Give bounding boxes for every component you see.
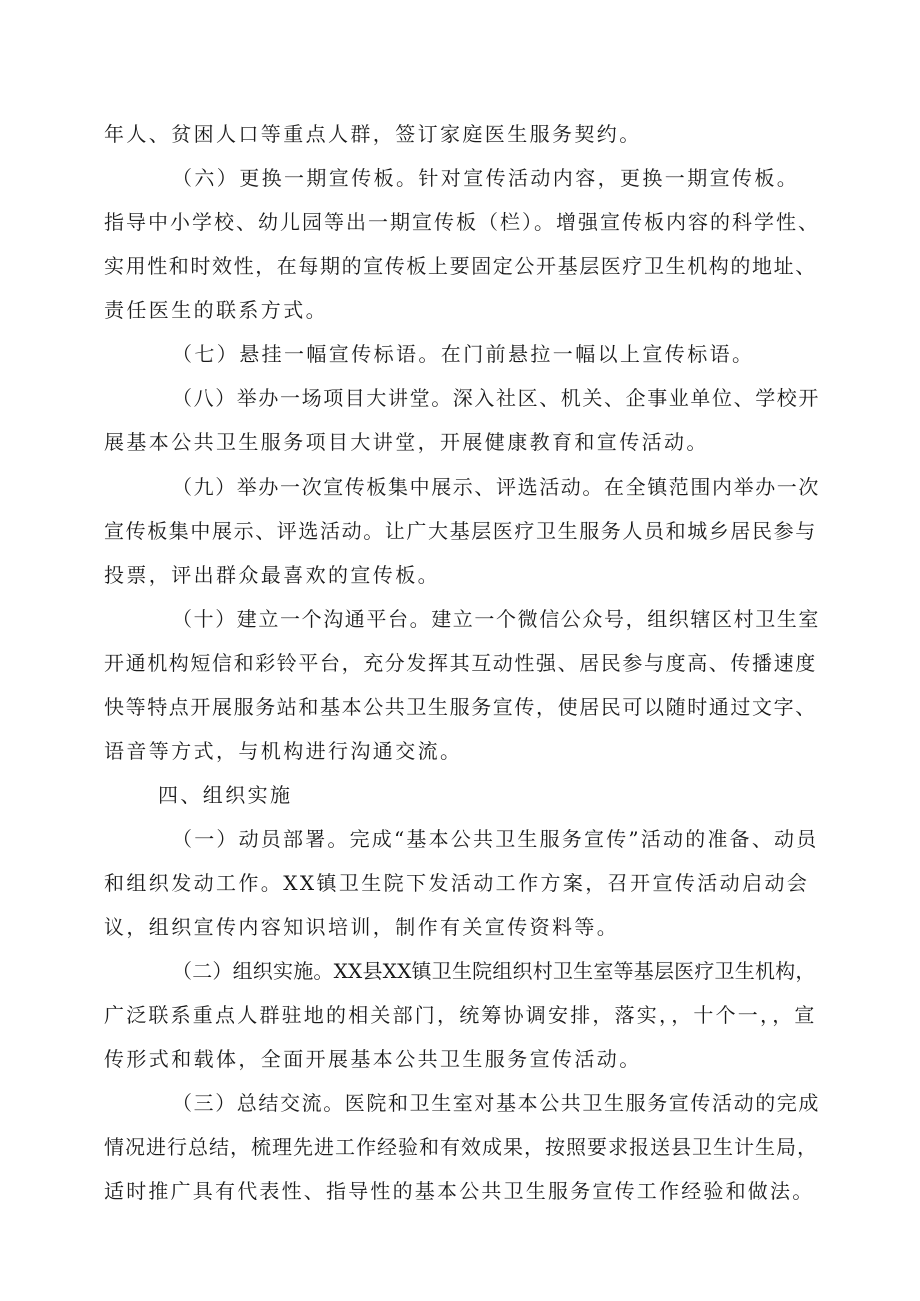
paragraph-line: 快等特点开展服务站和基本公共卫生服务宣传，使居民可以随时通过文字、: [104, 695, 817, 719]
paragraph-line: （十）建立一个沟通平台。建立一个微信公众号，组织辖区村卫生室: [172, 607, 820, 631]
paragraph-line: 指导中小学校、幼儿园等出一期宣传板（栏）。增强宣传板内容的科学性、: [104, 210, 820, 234]
paragraph-line: 广泛联系重点人群驻地的相关部门，统筹协调安排，落实，，十个一，，宣: [104, 1003, 817, 1027]
paragraph-line: 年人、贫困人口等重点人群，签订家庭医生服务契约。: [104, 122, 642, 146]
paragraph-line: 传形式和载体，全面开展基本公共卫生服务宣传活动。: [104, 1047, 642, 1071]
paragraph-line: （二）组织实施。XX县XX镇卫生院组织村卫生室等基层医疗卫生机构，: [172, 959, 816, 983]
paragraph-line: 语音等方式，与机构进行沟通交流。: [104, 739, 463, 763]
paragraph-line: 情况进行总结，梳理先进工作经验和有效成果，按照要求报送县卫生计生局，: [104, 1135, 818, 1159]
paragraph-line: （七）悬挂一幅宣传标语。在门前悬拉一幅以上宣传标语。: [172, 342, 755, 366]
paragraph-line: 责任医生的联系方式。: [104, 298, 328, 322]
paragraph-line: 投票，评出群众最喜欢的宣传板。: [104, 563, 440, 587]
paragraph-line: 宣传板集中展示、评选活动。让广大基层医疗卫生服务人员和城乡居民参与: [104, 519, 817, 543]
paragraph-line: （三）总结交流。医院和卫生室对基本公共卫生服务宣传活动的完成: [172, 1091, 820, 1115]
paragraph-line: 实用性和时效性，在每期的宣传板上要固定公开基层医疗卫生机构的地址、: [104, 254, 817, 278]
paragraph-line: 开通机构短信和彩铃平台，充分发挥其互动性强、居民参与度高、传播速度: [104, 651, 817, 675]
paragraph-line: 和组织发动工作。XX镇卫生院下发活动工作方案，召开宣传活动启动会: [104, 871, 810, 895]
paragraph-line: （八）举办一场项目大讲堂。深入社区、机关、企事业单位、学校开: [172, 386, 820, 410]
paragraph-line: 适时推广具有代表性、指导性的基本公共卫生服务宣传工作经验和做法。: [104, 1179, 815, 1203]
paragraph-line: （九）举办一次宣传板集中展示、评选活动。在全镇范围内举办一次: [172, 475, 820, 499]
paragraph-line: 展基本公共卫生服务项目大讲堂，开展健康教育和宣传活动。: [104, 430, 709, 454]
paragraph-line: （一）动员部署。完成“基本公共卫生服务宣传”活动的准备、动员: [172, 827, 819, 851]
section-heading: 四、组织实施: [158, 783, 293, 807]
paragraph-line: （六）更换一期宣传板。针对宣传活动内容，更换一期宣传板。: [172, 166, 800, 190]
paragraph-line: 议，组织宣传内容知识培训，制作有关宣传资料等。: [104, 915, 620, 939]
